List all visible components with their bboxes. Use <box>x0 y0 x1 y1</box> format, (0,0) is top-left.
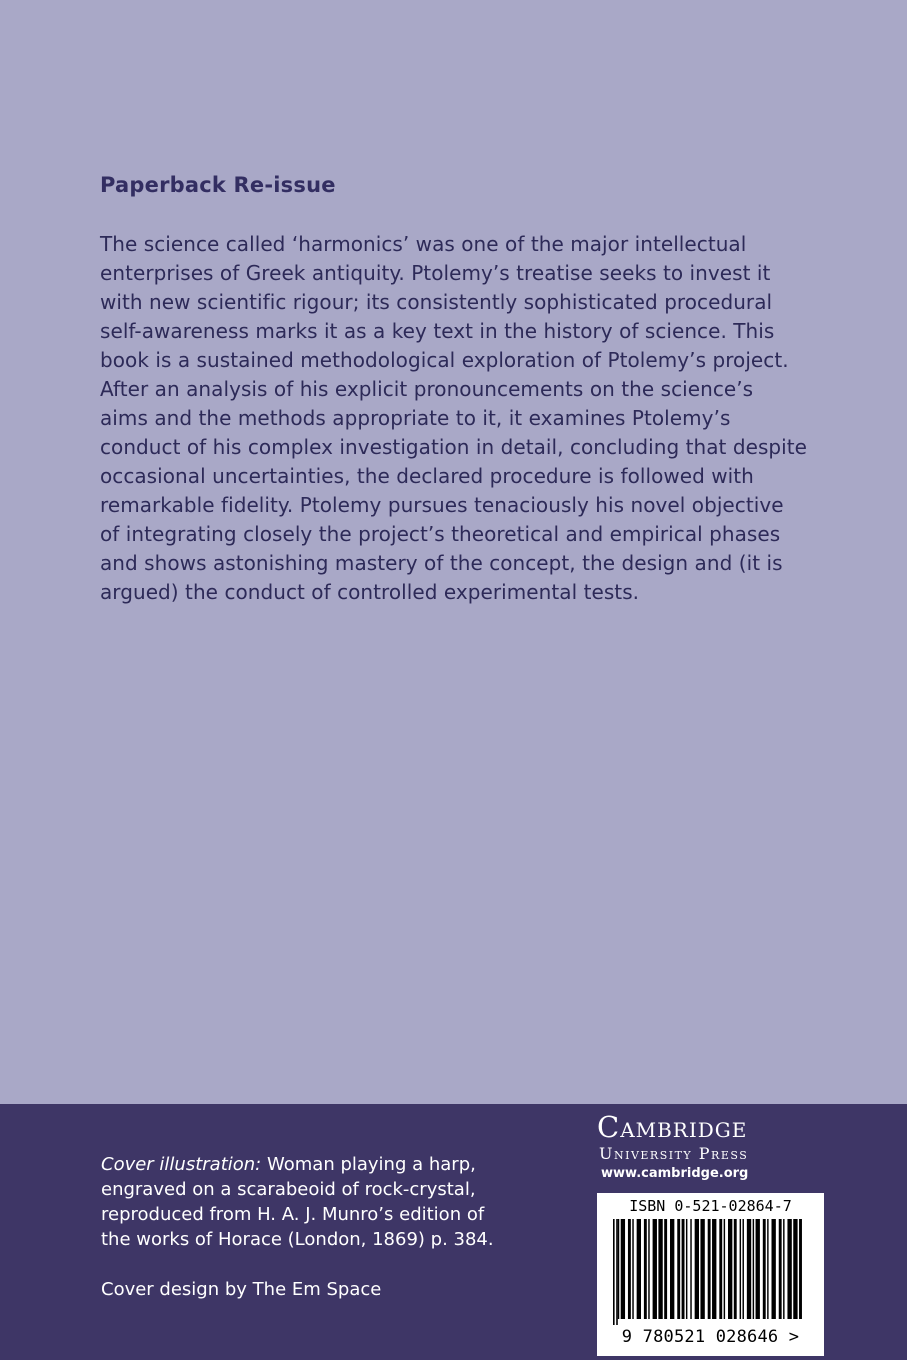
description-line: argued) the conduct of controlled experimental tests. <box>100 580 640 604</box>
description-line: remarkable fidelity. Ptolemy pursues tenaciously his novel objective <box>100 493 784 517</box>
credit-text: Woman playing a harp, <box>267 1154 476 1175</box>
isbn-number: ISBN 0-521-02864-7 <box>629 1197 792 1215</box>
barcode-bar <box>724 1219 725 1319</box>
back-cover-lower-band <box>0 1104 907 1360</box>
publisher-logo <box>597 1110 825 1184</box>
barcode-bar <box>690 1219 691 1319</box>
barcode-bar <box>708 1219 711 1319</box>
description-line: occasional uncertainties, the declared procedure is followed with <box>100 464 754 488</box>
description-line: of integrating closely the project’s theoretical and empirical phases <box>100 522 781 546</box>
barcode-bar <box>621 1219 625 1319</box>
isbn-barcode <box>597 1193 824 1356</box>
cover-design-credit: Cover design by The Em Space <box>101 1279 382 1300</box>
book-description <box>100 230 820 607</box>
barcode-bar <box>772 1219 776 1319</box>
barcode-bar <box>648 1219 649 1319</box>
barcode-bar <box>686 1219 687 1319</box>
barcode-bar <box>719 1219 722 1319</box>
barcode-bar <box>756 1219 760 1319</box>
barcode-bar <box>740 1219 741 1319</box>
barcode-bar <box>793 1219 797 1319</box>
credit-line: engraved on a scarabeoid of rock-crystal, <box>101 1179 476 1200</box>
cover-illustration-credit <box>101 1152 494 1252</box>
barcode-bar <box>695 1219 699 1319</box>
barcode-bar <box>747 1219 751 1319</box>
description-line: After an analysis of his explicit pronouncements on the science’s <box>100 377 754 401</box>
description-line: conduct of his complex investigation in detail, concluding that despite <box>100 435 808 459</box>
publisher-url: www.cambridge.org <box>601 1166 749 1181</box>
description-line: and shows astonishing mastery of the concept, the design and (it is <box>100 551 783 575</box>
barcode-bar <box>664 1219 667 1319</box>
description-line: enterprises of Greek antiquity. Ptolemy’s treatise seeks to invest it <box>100 261 771 285</box>
barcode-bar <box>653 1219 657 1319</box>
publisher-press-text: University Press <box>599 1144 749 1163</box>
barcode-bar <box>677 1219 680 1319</box>
publisher-name <box>597 1110 825 1144</box>
barcode-bar <box>700 1219 704 1319</box>
barcode-bar <box>637 1219 641 1319</box>
barcode-bar <box>618 1219 619 1319</box>
publisher-press <box>599 1144 825 1164</box>
barcode-bar <box>799 1219 802 1319</box>
barcode-bar <box>763 1219 766 1319</box>
barcode-bar <box>613 1219 615 1325</box>
barcode-bar <box>628 1219 631 1319</box>
barcode-bar <box>734 1219 737 1319</box>
description-line: self-awareness marks it as a key text in the history of science. This <box>100 319 775 343</box>
barcode-bar <box>632 1219 633 1319</box>
credit-line: reproduced from H. A. J. Munro’s edition of <box>101 1204 485 1225</box>
publisher-name-text: Cambridge <box>597 1110 748 1144</box>
barcode-bar <box>779 1219 782 1319</box>
credit-line-1 <box>101 1152 494 1177</box>
barcode-bar <box>682 1219 685 1319</box>
barcode-bar <box>712 1219 716 1319</box>
description-line: The science called ‘harmonics’ was one of the major intellectual <box>100 232 747 256</box>
credit-label: Cover illustration: <box>101 1154 262 1175</box>
credit-line: the works of Horace (London, 1869) p. 384. <box>101 1229 494 1250</box>
barcode-bar <box>787 1219 791 1319</box>
description-line: with new scientific rigour; its consistently sophisticated procedural <box>100 290 773 314</box>
barcode-bar <box>743 1219 744 1319</box>
description-line: book is a sustained methodological exploration of Ptolemy’s project. <box>100 348 789 372</box>
barcode-bar <box>616 1219 618 1325</box>
reissue-heading: Paperback Re-issue <box>100 173 336 197</box>
barcode-bar <box>767 1219 768 1319</box>
barcode-bar <box>644 1219 647 1319</box>
ean-digits: 9 780521 028646 > <box>621 1327 800 1347</box>
barcode-bar <box>728 1219 732 1319</box>
barcode-bar <box>670 1219 674 1319</box>
barcode-bars <box>611 1219 811 1327</box>
barcode-bar <box>658 1219 662 1319</box>
barcode-bar <box>753 1219 754 1319</box>
barcode-bar <box>783 1219 784 1319</box>
description-line: aims and the methods appropriate to it, it examines Ptolemy’s <box>100 406 731 430</box>
